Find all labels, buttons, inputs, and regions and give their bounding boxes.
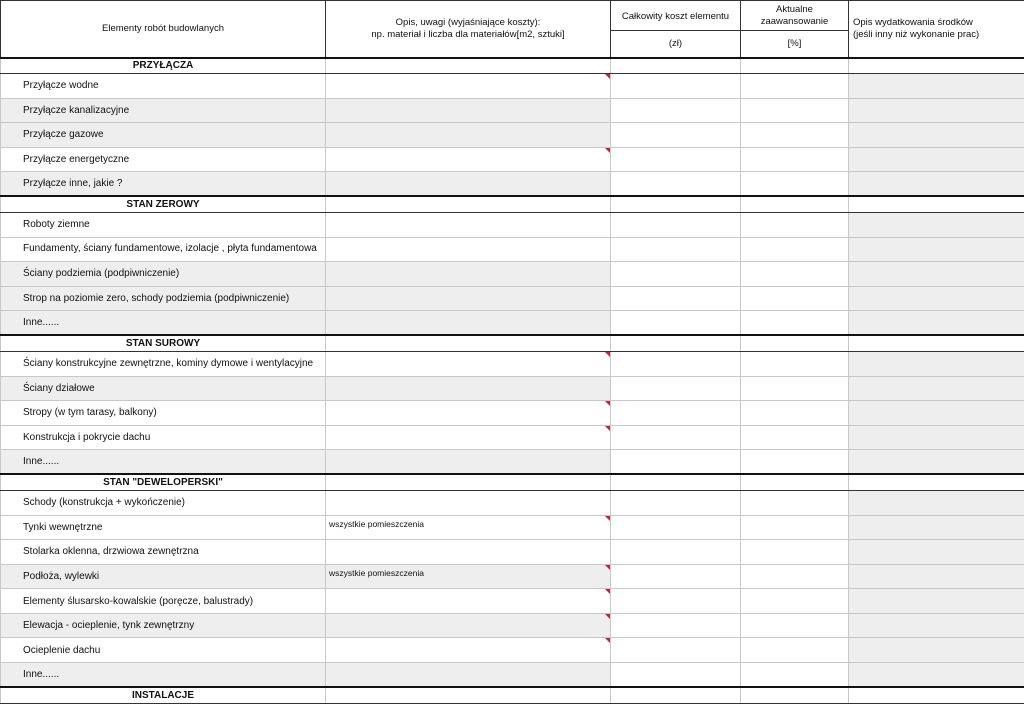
header-cost-unit: (zł) xyxy=(611,31,741,58)
section-title: INSTALACJE xyxy=(1,687,326,703)
description-cell[interactable] xyxy=(326,515,611,540)
cost-cell[interactable] xyxy=(611,663,741,688)
section-title: STAN "DEWELOPERSKI" xyxy=(1,474,326,490)
comment-marker-icon xyxy=(605,401,610,406)
description-cell[interactable] xyxy=(326,376,611,401)
section-header-row xyxy=(1,196,1024,212)
table-row xyxy=(1,425,1024,450)
description-cell[interactable] xyxy=(326,212,611,237)
table-row xyxy=(1,663,1024,688)
cost-cell[interactable] xyxy=(611,351,741,376)
section-cell xyxy=(611,474,741,490)
cost-cell[interactable] xyxy=(611,123,741,148)
cost-cell[interactable] xyxy=(611,212,741,237)
cost-cell[interactable] xyxy=(611,490,741,515)
description-note: wszystkie pomieszczenia xyxy=(329,519,424,529)
header-spending-line1: Opis wydatkowania środków xyxy=(853,17,1020,29)
progress-cell[interactable] xyxy=(741,540,849,565)
element-name: Konstrukcja i pokrycie dachu xyxy=(1,425,326,450)
section-cell xyxy=(326,474,611,490)
comment-marker-icon xyxy=(605,74,610,79)
spending-cell[interactable] xyxy=(849,638,1024,663)
element-name: Inne...... xyxy=(1,663,326,688)
section-title: STAN SUROWY xyxy=(1,335,326,351)
cost-cell[interactable] xyxy=(611,589,741,614)
element-name: Strop na poziomie zero, schody podziemia (podpiwniczenie) xyxy=(1,286,326,311)
section-cell xyxy=(741,474,849,490)
section-cell xyxy=(326,58,611,74)
header-spending-description xyxy=(849,1,1024,58)
element-name: Ocieplenie dachu xyxy=(1,638,326,663)
progress-cell[interactable] xyxy=(741,589,849,614)
section-cell xyxy=(849,474,1024,490)
cost-cell[interactable] xyxy=(611,172,741,197)
comment-marker-icon xyxy=(605,426,610,431)
section-cell xyxy=(611,687,741,703)
progress-cell[interactable] xyxy=(741,311,849,336)
section-header-row xyxy=(1,335,1024,351)
comment-marker-icon xyxy=(605,614,610,619)
cost-cell[interactable] xyxy=(611,613,741,638)
spending-cell[interactable] xyxy=(849,74,1024,99)
progress-cell[interactable] xyxy=(741,425,849,450)
progress-cell[interactable] xyxy=(741,123,849,148)
element-name: Ściany konstrukcyjne zewnętrzne, kominy dymowe i wentylacyjne xyxy=(1,351,326,376)
description-note: wszystkie pomieszczenia xyxy=(329,568,424,578)
section-cell xyxy=(326,687,611,703)
element-name: Schody (konstrukcja + wykończenie) xyxy=(1,490,326,515)
progress-cell[interactable] xyxy=(741,286,849,311)
table-row xyxy=(1,123,1024,148)
progress-cell[interactable] xyxy=(741,638,849,663)
spending-cell[interactable] xyxy=(849,147,1024,172)
progress-cell[interactable] xyxy=(741,237,849,262)
progress-cell[interactable] xyxy=(741,172,849,197)
table-row xyxy=(1,212,1024,237)
spending-cell[interactable] xyxy=(849,212,1024,237)
element-name: Ściany działowe xyxy=(1,376,326,401)
progress-cell[interactable] xyxy=(741,262,849,287)
element-name: Elewacja - ocieplenie, tynk zewnętrzny xyxy=(1,613,326,638)
description-cell[interactable] xyxy=(326,564,611,589)
element-name: Fundamenty, ściany fundamentowe, izolacje , płyta fundamentowa xyxy=(1,237,326,262)
section-cell xyxy=(849,335,1024,351)
element-name: Roboty ziemne xyxy=(1,212,326,237)
table-row xyxy=(1,450,1024,475)
header-description-line2: np. materiał i liczba dla materiałów[m2, sztuki] xyxy=(330,29,606,41)
description-cell[interactable] xyxy=(326,286,611,311)
spending-cell[interactable] xyxy=(849,490,1024,515)
table-row xyxy=(1,98,1024,123)
cost-cell[interactable] xyxy=(611,262,741,287)
cost-cell[interactable] xyxy=(611,376,741,401)
progress-cell[interactable] xyxy=(741,147,849,172)
header-progress: Aktualne zaawansowanie xyxy=(741,1,849,31)
progress-cell[interactable] xyxy=(741,450,849,475)
spending-cell[interactable] xyxy=(849,172,1024,197)
header-spending-line2: (jeśli inny niż wykonanie prac) xyxy=(853,29,1020,41)
description-cell[interactable] xyxy=(326,540,611,565)
section-cell xyxy=(611,196,741,212)
comment-marker-icon xyxy=(605,638,610,643)
spending-cell[interactable] xyxy=(849,613,1024,638)
section-cell xyxy=(849,196,1024,212)
element-name: Przyłącze gazowe xyxy=(1,123,326,148)
table-row xyxy=(1,638,1024,663)
cost-cell[interactable] xyxy=(611,515,741,540)
description-cell[interactable] xyxy=(326,237,611,262)
table-row xyxy=(1,401,1024,426)
table-row xyxy=(1,74,1024,99)
element-name: Przyłącze wodne xyxy=(1,74,326,99)
progress-cell[interactable] xyxy=(741,351,849,376)
element-name: Podłoża, wylewki xyxy=(1,564,326,589)
section-title: STAN ZEROWY xyxy=(1,196,326,212)
header-description xyxy=(326,1,611,58)
progress-cell[interactable] xyxy=(741,515,849,540)
cost-cell[interactable] xyxy=(611,450,741,475)
description-cell[interactable] xyxy=(326,311,611,336)
cost-cell[interactable] xyxy=(611,425,741,450)
element-name: Inne...... xyxy=(1,450,326,475)
table-row xyxy=(1,589,1024,614)
description-cell[interactable] xyxy=(326,613,611,638)
comment-marker-icon xyxy=(605,352,610,357)
description-cell[interactable] xyxy=(326,123,611,148)
description-cell[interactable] xyxy=(326,172,611,197)
table-row xyxy=(1,564,1024,589)
description-cell[interactable] xyxy=(326,450,611,475)
spending-cell[interactable] xyxy=(849,376,1024,401)
spending-cell[interactable] xyxy=(849,262,1024,287)
table-row xyxy=(1,286,1024,311)
section-cell xyxy=(326,335,611,351)
description-cell[interactable] xyxy=(326,401,611,426)
cost-cell[interactable] xyxy=(611,638,741,663)
description-cell[interactable] xyxy=(326,351,611,376)
spending-cell[interactable] xyxy=(849,663,1024,688)
element-name: Elementy ślusarsko-kowalskie (poręcze, balustrady) xyxy=(1,589,326,614)
description-cell[interactable] xyxy=(326,147,611,172)
cost-cell[interactable] xyxy=(611,147,741,172)
cost-cell[interactable] xyxy=(611,401,741,426)
description-cell[interactable] xyxy=(326,589,611,614)
section-cell xyxy=(849,58,1024,74)
element-name: Przyłącze kanalizacyjne xyxy=(1,98,326,123)
header-total-cost: Całkowity koszt elementu xyxy=(611,1,741,31)
spending-cell[interactable] xyxy=(849,515,1024,540)
table-row xyxy=(1,490,1024,515)
description-cell[interactable] xyxy=(326,490,611,515)
section-header-row xyxy=(1,474,1024,490)
section-cell xyxy=(741,335,849,351)
progress-cell[interactable] xyxy=(741,74,849,99)
progress-cell[interactable] xyxy=(741,564,849,589)
spending-cell[interactable] xyxy=(849,540,1024,565)
section-cell xyxy=(326,196,611,212)
progress-cell[interactable] xyxy=(741,376,849,401)
spending-cell[interactable] xyxy=(849,589,1024,614)
comment-marker-icon xyxy=(605,516,610,521)
header-description-line1: Opis, uwagi (wyjaśniające koszty): xyxy=(330,17,606,29)
spending-cell[interactable] xyxy=(849,286,1024,311)
header-progress-unit: [%] xyxy=(741,31,849,58)
cost-cell[interactable] xyxy=(611,286,741,311)
table-row xyxy=(1,540,1024,565)
cost-cell[interactable] xyxy=(611,311,741,336)
cost-cell[interactable] xyxy=(611,98,741,123)
cost-cell[interactable] xyxy=(611,564,741,589)
table-row xyxy=(1,376,1024,401)
progress-cell[interactable] xyxy=(741,401,849,426)
spending-cell[interactable] xyxy=(849,450,1024,475)
element-name: Stolarka oklenna, drzwiowa zewnętrzna xyxy=(1,540,326,565)
description-cell[interactable] xyxy=(326,262,611,287)
progress-cell[interactable] xyxy=(741,613,849,638)
section-cell xyxy=(611,58,741,74)
element-name: Stropy (w tym tarasy, balkony) xyxy=(1,401,326,426)
cost-cell[interactable] xyxy=(611,74,741,99)
progress-cell[interactable] xyxy=(741,212,849,237)
table-row xyxy=(1,311,1024,336)
description-cell[interactable] xyxy=(326,638,611,663)
table-row xyxy=(1,613,1024,638)
spending-cell[interactable] xyxy=(849,425,1024,450)
spending-cell[interactable] xyxy=(849,351,1024,376)
table-row xyxy=(1,262,1024,287)
cost-cell[interactable] xyxy=(611,540,741,565)
description-cell[interactable] xyxy=(326,425,611,450)
element-name: Ściany podziemia (podpiwniczenie) xyxy=(1,262,326,287)
spending-cell[interactable] xyxy=(849,401,1024,426)
section-cell xyxy=(741,196,849,212)
section-title: PRZYŁĄCZA xyxy=(1,58,326,74)
header-elements: Elementy robót budowlanych xyxy=(1,1,326,58)
section-header-row xyxy=(1,58,1024,74)
spending-cell[interactable] xyxy=(849,123,1024,148)
description-cell[interactable] xyxy=(326,98,611,123)
element-name: Inne...... xyxy=(1,311,326,336)
progress-cell[interactable] xyxy=(741,663,849,688)
comment-marker-icon xyxy=(605,148,610,153)
table-row xyxy=(1,237,1024,262)
progress-cell[interactable] xyxy=(741,490,849,515)
cost-cell[interactable] xyxy=(611,237,741,262)
section-cell xyxy=(741,58,849,74)
section-cell xyxy=(741,687,849,703)
element-name: Tynki wewnętrzne xyxy=(1,515,326,540)
section-header-row xyxy=(1,687,1024,703)
spending-cell[interactable] xyxy=(849,564,1024,589)
element-name: Przyłącze inne, jakie ? xyxy=(1,172,326,197)
spending-cell[interactable] xyxy=(849,98,1024,123)
description-cell[interactable] xyxy=(326,663,611,688)
section-cell xyxy=(611,335,741,351)
table-row xyxy=(1,172,1024,197)
comment-marker-icon xyxy=(605,589,610,594)
section-cell xyxy=(849,687,1024,703)
comment-marker-icon xyxy=(605,565,610,570)
table-row xyxy=(1,351,1024,376)
table-body xyxy=(1,58,1024,704)
spending-cell[interactable] xyxy=(849,311,1024,336)
spending-cell[interactable] xyxy=(849,237,1024,262)
table-row xyxy=(1,147,1024,172)
description-cell[interactable] xyxy=(326,74,611,99)
progress-cell[interactable] xyxy=(741,98,849,123)
element-name: Przyłącze energetyczne xyxy=(1,147,326,172)
table-row xyxy=(1,515,1024,540)
